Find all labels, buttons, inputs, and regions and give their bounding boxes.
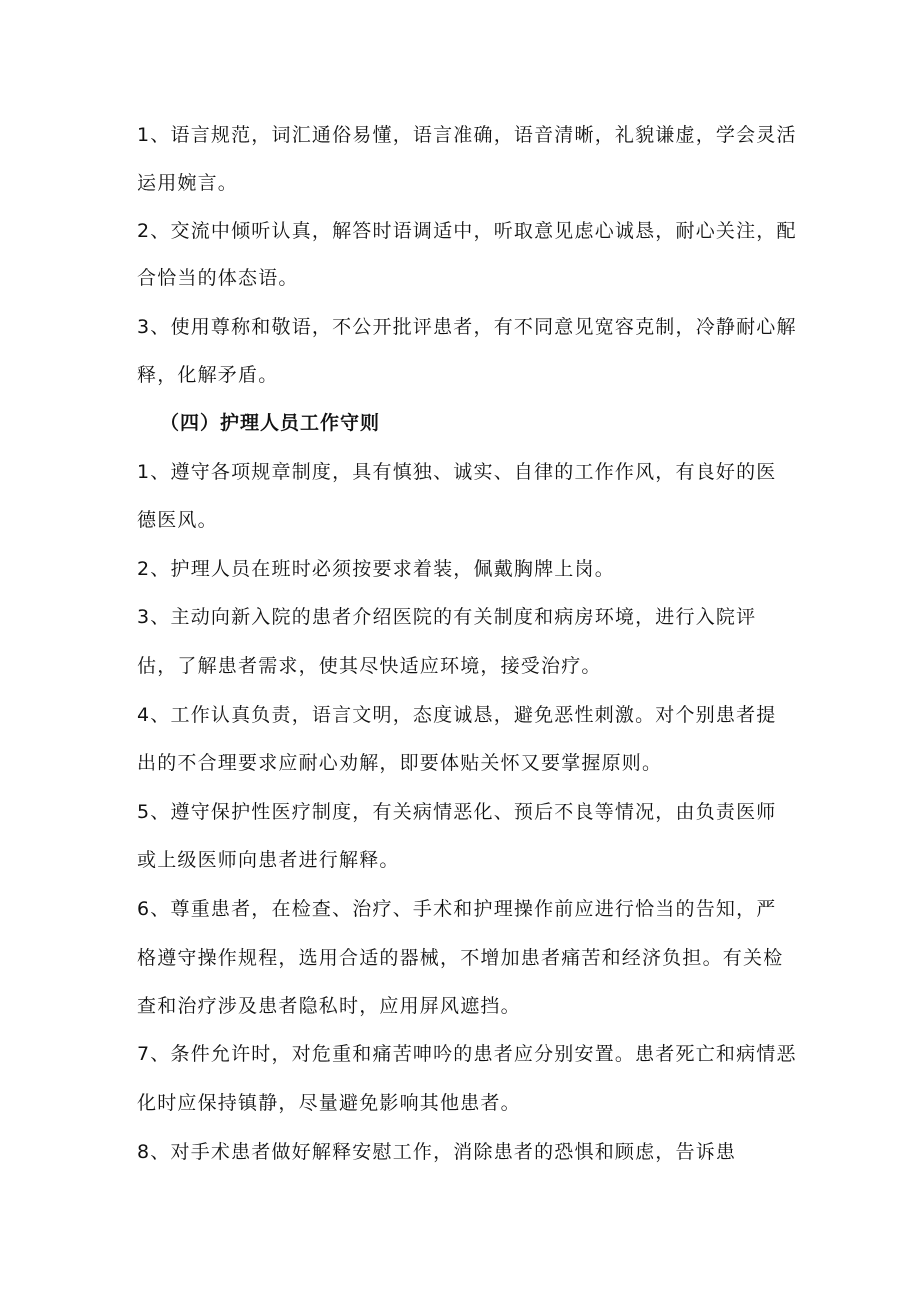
rule-1-line-1: 1、遵守各项规章制度，具有慎独、诚实、自律的工作作风，有良好的医 [137,461,777,483]
section-heading: （四）护理人员工作守则 [160,412,381,434]
paragraph-3-line-2: 释，化解矛盾。 [137,364,279,386]
rule-6-line-3: 查和治疗涉及患者隐私时，应用屏风遮挡。 [137,995,521,1017]
rule-7-line-2: 化时应保持镇静，尽量避免影响其他患者。 [137,1092,521,1114]
rule-4-line-2: 出的不合理要求应耐心劝解，即要体贴关怀又要掌握原则。 [137,752,663,774]
rule-7-line-1: 7、条件允许时，对危重和痛苦呻吟的患者应分别安置。患者死亡和病情恶 [137,1043,797,1065]
rule-6-line-2: 格遵守操作规程，选用合适的器械，不增加患者痛苦和经济负担。有关检 [137,947,784,969]
paragraph-1-line-1: 1、语言规范，词汇通俗易懂，语言准确，语音清晰，礼貌谦虚，学会灵活 [137,124,797,146]
rule-3-line-1: 3、主动向新入院的患者介绍医院的有关制度和病房环境，进行入院评 [137,606,757,628]
paragraph-3-line-1: 3、使用尊称和敬语，不公开批评患者，有不同意见宽容克制，冷静耐心解 [137,316,797,338]
rule-5-line-1: 5、遵守保护性医疗制度，有关病情恶化、预后不良等情况，由负责医师 [137,801,777,823]
rule-3-line-2: 估，了解患者需求，使其尽快适应环境，接受治疗。 [137,655,602,677]
paragraph-1-line-2: 运用婉言。 [137,172,239,194]
rule-5-line-2: 或上级医师向患者进行解释。 [137,849,400,871]
paragraph-2-line-2: 合恰当的体态语。 [137,267,299,289]
paragraph-2-line-1: 2、交流中倾听认真，解答时语调适中，听取意见虑心诚恳，耐心关注，配 [137,220,797,242]
rule-1-line-2: 德医风。 [137,509,218,531]
rule-6-line-1: 6、尊重患者，在检查、治疗、手术和护理操作前应进行恰当的告知，严 [137,898,777,920]
rule-4-line-1: 4、工作认真负责，语言文明，态度诚恳，避免恶性刺激。对个别患者提 [137,704,777,726]
rule-2-line-1: 2、护理人员在班时必须按要求着装，佩戴胸牌上岗。 [137,558,615,580]
rule-8-line-1: 8、对手术患者做好解释安慰工作，消除患者的恐惧和顾虑，告诉患 [137,1141,737,1163]
